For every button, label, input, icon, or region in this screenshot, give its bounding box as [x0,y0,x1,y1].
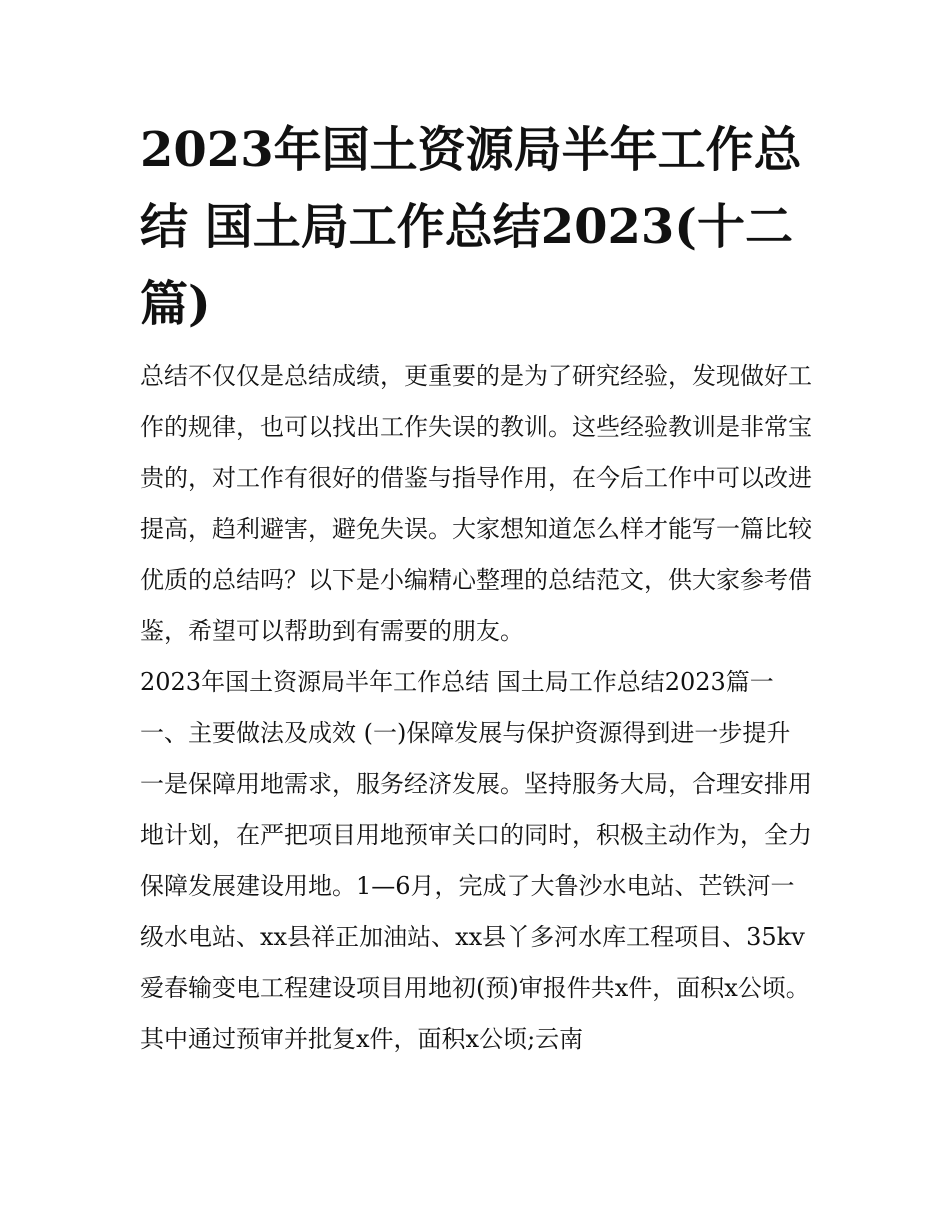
document-title: 2023年国土资源局半年工作总结 国土局工作总结2023(十二篇) [140,122,802,332]
body-paragraph: 一是保障用地需求，服务经济发展。坚持服务大局，合理安排用地计划，在严把项目用地预审关口的同时，积极主动作为，全力保障发展建设用地。1—6月，完成了大鲁沙水电站、芒铁河一级水电站、xx县祥正加油站、xx县丫多河水库工程项目、35kv爱春输变电工程建设项目用地初(预)审报件共x件，面积x公顷。其中通过预审并批复x件，面积x公顷;云南 [140,770,812,1053]
intro-paragraph: 总结不仅仅是总结成绩，更重要的是为了研究经验，发现做好工作的规律，也可以找出工作失误的教训。这些经验教训是非常宝贵的，对工作有很好的借鉴与指导作用，在今后工作中可以改进提高，趋利避害，避免失误。大家想知道怎么样才能写一篇比较优质的总结吗？以下是小编精心整理的总结范文，供大家参考借鉴，希望可以帮助到有需要的朋友。 [140,362,812,645]
subsection-heading: 一、主要做法及成效 (一)保障发展与保护资源得到进一步提升 [140,719,791,747]
document-body [140,112,812,1065]
section-heading: 2023年国土资源局半年工作总结 国土局工作总结2023篇一 [140,668,774,696]
